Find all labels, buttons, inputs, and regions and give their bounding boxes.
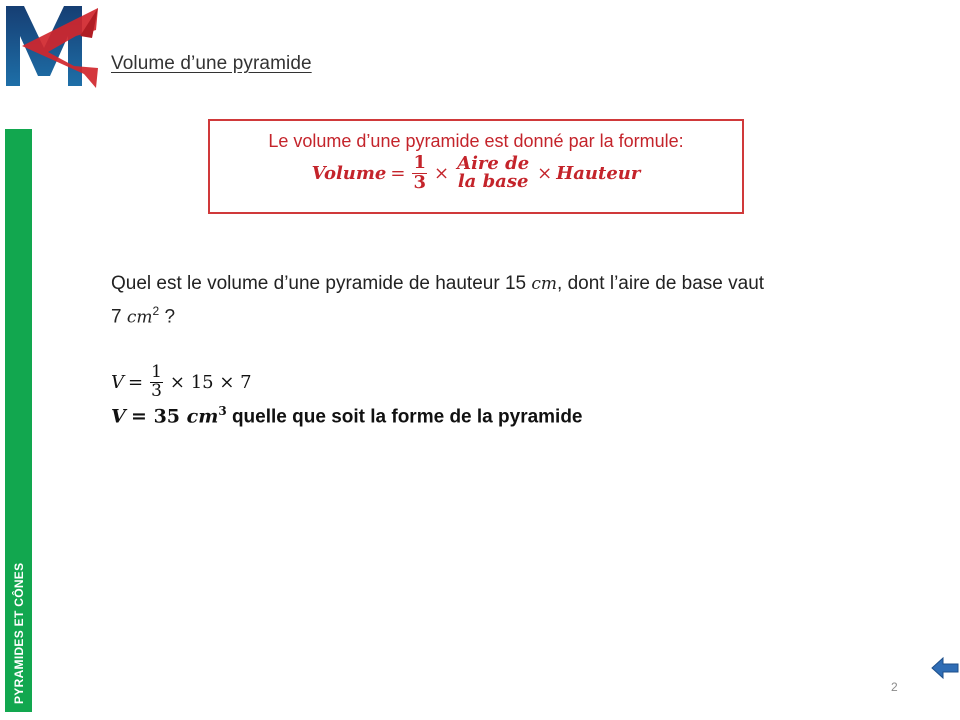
question-part1: Quel est le volume d’une pyramide de hauteur 15 — [111, 273, 532, 294]
solution-equals: = — [128, 371, 144, 393]
question-end: ? — [159, 306, 176, 328]
solution-fraction — [150, 361, 163, 401]
formula-times-2: × — [537, 162, 553, 184]
result-unit: cm — [186, 405, 219, 428]
question-unit2-exponent: 2 — [152, 304, 160, 318]
result-value: = 35 — [131, 405, 187, 428]
page-number: 2 — [891, 680, 898, 694]
solution — [111, 358, 583, 428]
solution-var: V — [111, 371, 124, 393]
result-var: V — [111, 405, 126, 428]
solution-calculation — [111, 358, 583, 406]
solution-result — [111, 404, 583, 428]
formula-equals: = — [390, 162, 406, 184]
base-area-line1: Aire de — [457, 152, 530, 174]
solution-product: × 15 × 7 — [169, 371, 252, 393]
formula-base-area — [456, 152, 530, 193]
formula-fraction — [412, 154, 427, 193]
question-part2: , dont l’aire de base vaut — [557, 273, 765, 294]
question-text — [111, 270, 881, 331]
result-unit-exponent: 3 — [218, 404, 227, 418]
result-comment: quelle que soit la forme de la pyramide — [226, 406, 583, 428]
formula-times-1: × — [434, 162, 450, 184]
back-arrow-icon[interactable] — [930, 655, 960, 681]
question-value: 7 — [111, 306, 127, 328]
base-area-line2: la base — [457, 171, 529, 193]
mc-logo-icon — [2, 2, 100, 90]
formula-height: Hauteur — [556, 162, 641, 184]
volume-formula — [312, 154, 641, 193]
formula-lhs: Volume — [311, 162, 387, 184]
fraction-denominator: 3 — [413, 171, 427, 193]
formula-intro: Le volume d’une pyramide est donné par la formule: — [268, 131, 684, 151]
solution-denominator: 3 — [151, 380, 162, 401]
chapter-label: PYRAMIDES ET CÔNES — [11, 562, 26, 704]
fraction-numerator: 1 — [413, 152, 427, 173]
question-unit2: cm — [126, 307, 153, 328]
question-unit1: cm — [531, 274, 558, 294]
chapter-sidebar — [5, 129, 32, 712]
slide-title: Volume d’une pyramide — [111, 53, 312, 74]
formula-box — [208, 119, 744, 214]
solution-numerator: 1 — [151, 361, 162, 382]
